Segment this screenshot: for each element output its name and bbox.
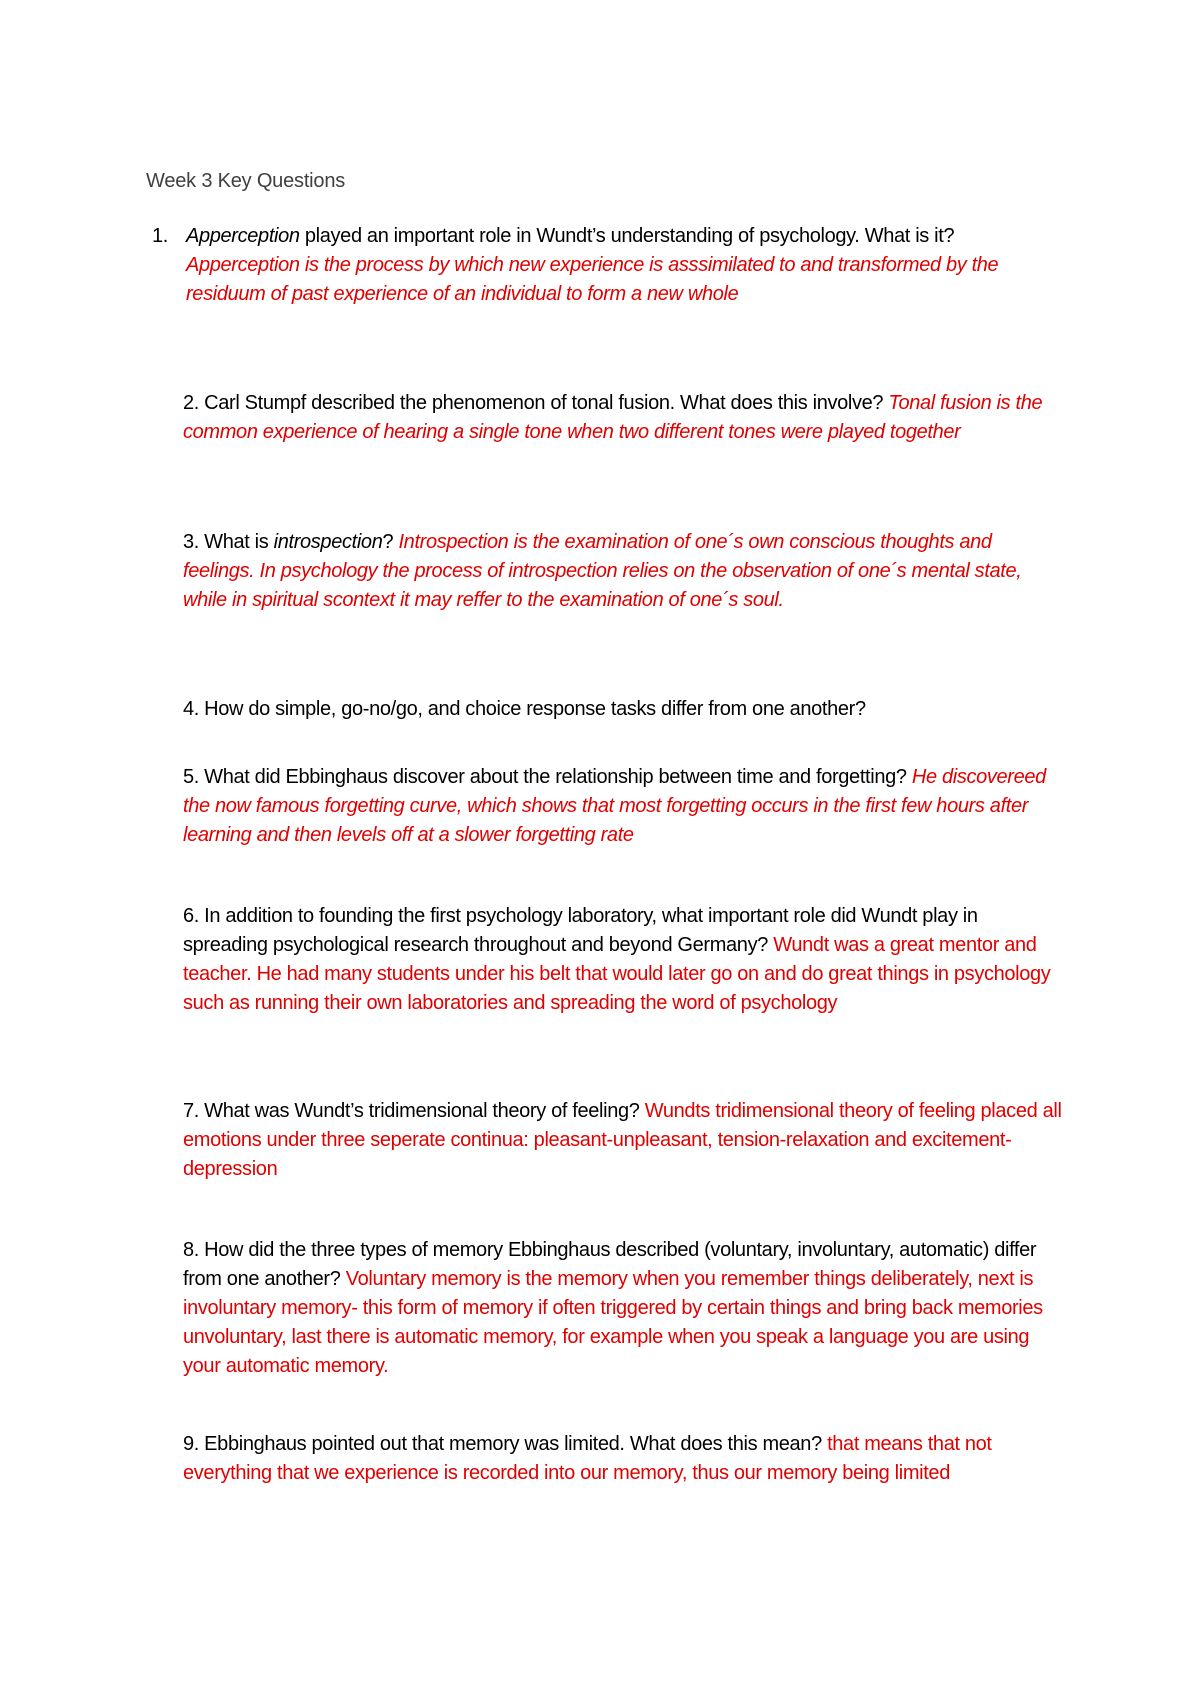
question-7	[183, 1097, 1063, 1184]
question-5-answer: He discovereed the now famous forgetting curve, which shows that most forgetting occurs in the first few hours after learning and then levels off at a slower forgetting rate	[183, 766, 1046, 846]
question-4-text: 4. How do simple, go-no/go, and choice response tasks differ from one another?	[183, 698, 866, 720]
question-1-answer: Apperception is the process by which new experience is asssimilated to and transformed by the residuum of past experience of an individual to form a new whole	[186, 254, 999, 305]
question-1	[152, 222, 1066, 309]
question-5-text: 5. What did Ebbinghaus discover about the relationship between time and forgetting?	[183, 766, 912, 788]
question-1-number: 1.	[152, 225, 168, 247]
question-9	[183, 1430, 1063, 1488]
question-2	[183, 389, 1063, 447]
question-7-text: 7. What was Wundt’s tridimensional theory of feeling?	[183, 1100, 645, 1122]
question-9-text: 9. Ebbinghaus pointed out that memory was limited. What does this mean?	[183, 1433, 828, 1455]
question-7-answer: Wundts tridimensional theory of feeling placed all emotions under three seperate continua: pleasant-unpleasant, tension-relaxation and excitement-depression	[183, 1100, 1062, 1180]
question-3-text-post: ?	[382, 531, 399, 553]
question-1-italic-term: Apperception	[186, 225, 300, 247]
question-4	[183, 695, 1063, 724]
question-8-text: 8. How did the three types of memory Ebbinghaus described (voluntary, involuntary, automatic) differ from one another?	[183, 1239, 1037, 1290]
question-3-italic-term: introspection	[273, 531, 383, 553]
question-6-answer: Wundt was a great mentor and teacher. He had many students under his belt that would later go on and do great things in psychology such as running their own laboratories and spreading the word of psychology	[183, 934, 1051, 1014]
question-3-text-pre: 3. What is	[183, 531, 274, 553]
document-title: Week 3 Key Questions	[146, 170, 346, 192]
question-3-answer: Introspection is the examination of one´s own conscious thoughts and feelings. In psychology the process of introspection relies on the observation of one´s mental state, while in spiritual scontext it may reffer to the examination of one´s soul.	[183, 531, 1022, 611]
question-8-answer: Voluntary memory is the memory when you remember things deliberately, next is involuntary memory- this form of memory if often triggered by certain things and bring back memories unvoluntary, last there is automatic memory, for example when you speak a language you are using your automatic memory.	[183, 1268, 1043, 1377]
question-6-text: 6. In addition to founding the first psychology laboratory, what important role did Wundt play in spreading psychological research throughout and beyond Germany?	[183, 905, 978, 956]
question-3	[183, 528, 1063, 615]
question-8	[183, 1236, 1063, 1381]
question-6	[183, 902, 1063, 1018]
question-1-text: played an important role in Wundt’s understanding of psychology. What is it?	[299, 225, 955, 247]
question-2-answer: Tonal fusion is the common experience of hearing a single tone when two different tones were played together	[183, 392, 1043, 443]
question-2-text: 2. Carl Stumpf described the phenomenon of tonal fusion. What does this involve?	[183, 392, 889, 414]
question-5	[183, 763, 1063, 850]
question-9-answer: that means that not everything that we experience is recorded into our memory, thus our memory being limited	[183, 1433, 992, 1484]
